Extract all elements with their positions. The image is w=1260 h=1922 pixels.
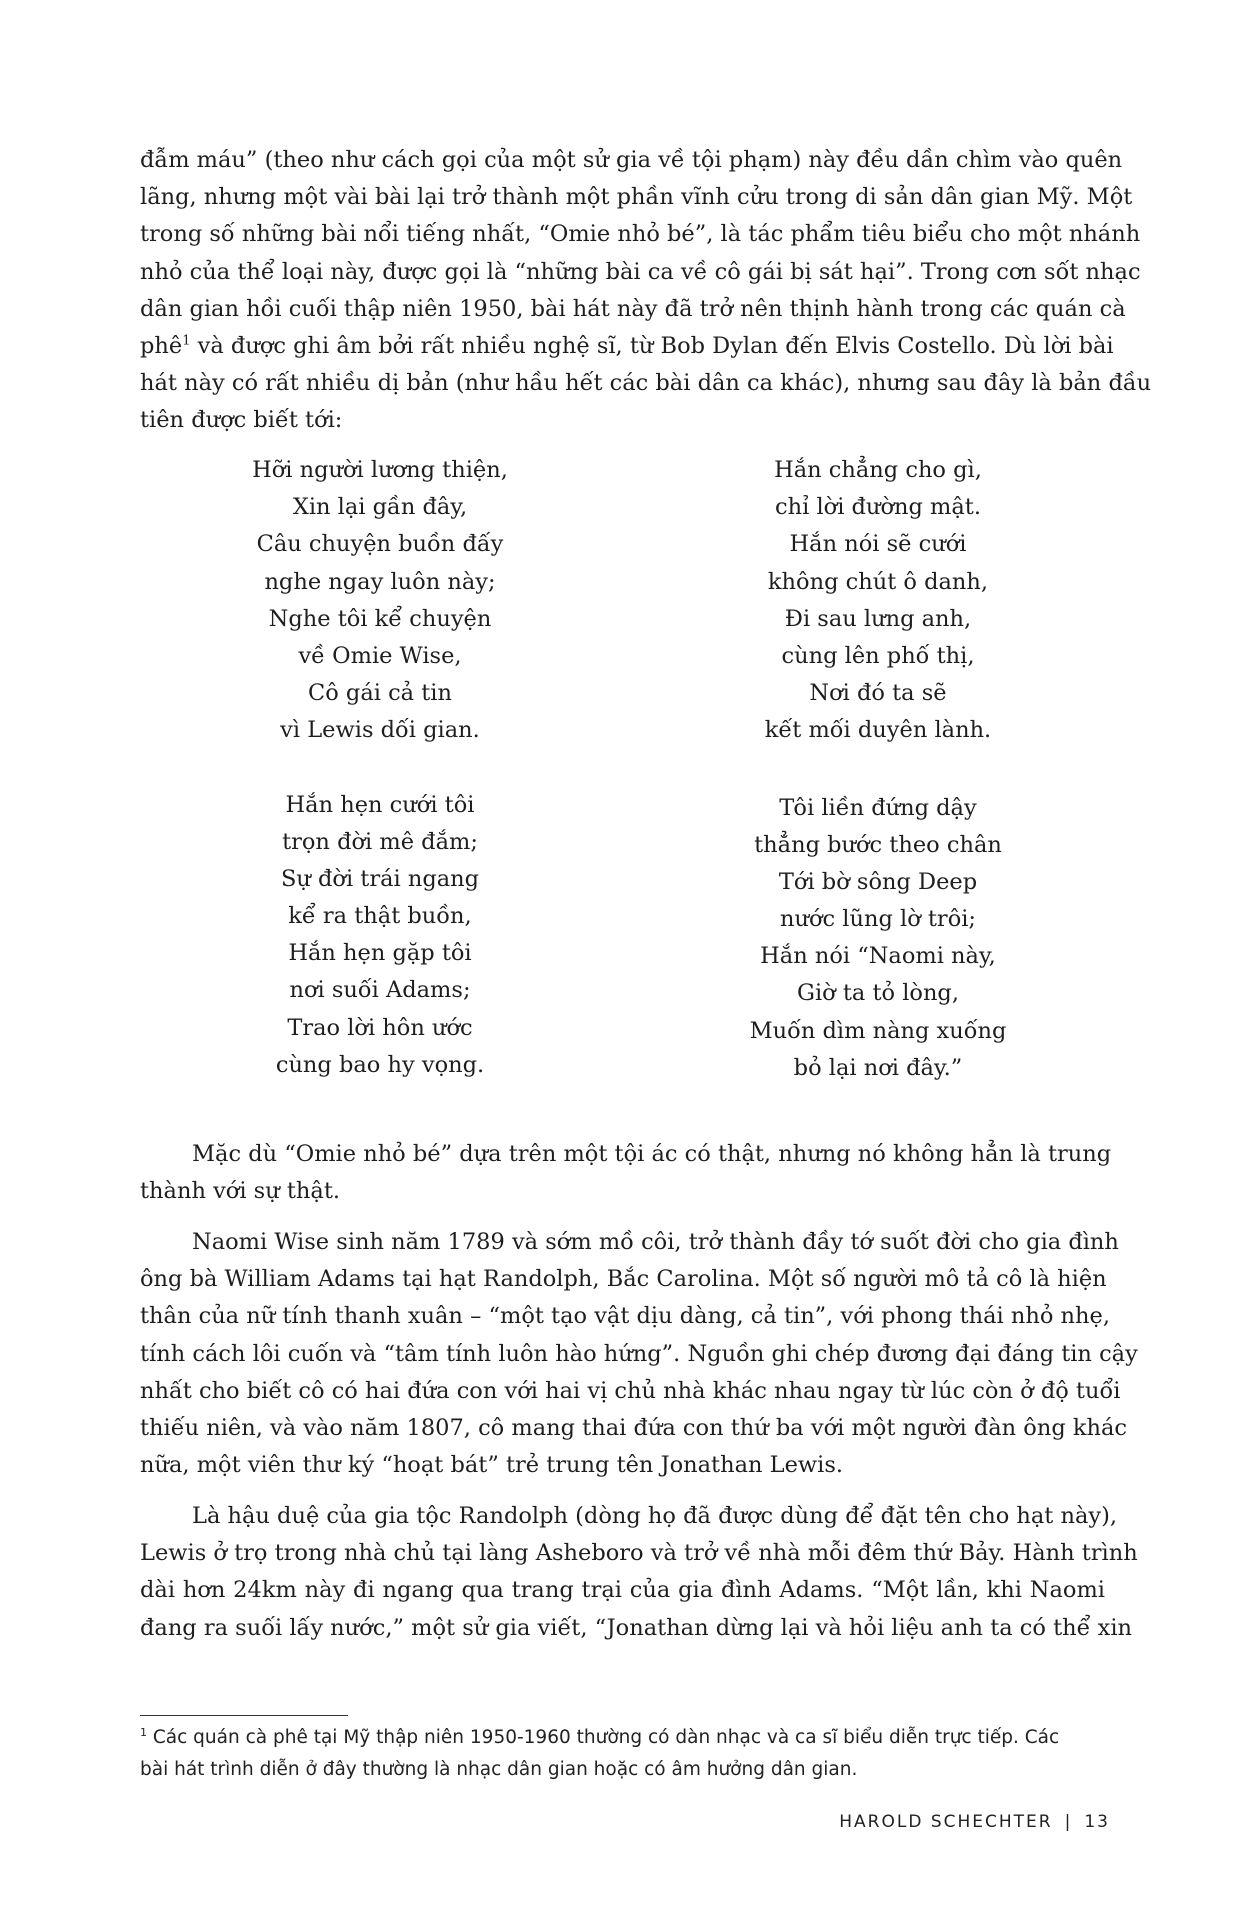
poem-line: Hắn chẳng cho gì, bbox=[774, 457, 982, 483]
poem-line: nghe ngay luôn này; bbox=[264, 568, 496, 595]
poem-line: Đi sau lưng anh, bbox=[784, 605, 972, 632]
poem-line: Trao lời hôn ước bbox=[287, 1014, 473, 1041]
author-name: HAROLD SCHECHTER bbox=[839, 1812, 1053, 1832]
text-line: thiếu niên, và vào năm 1807, cô mang thai đứa con thứ ba với một người đàn ông khác bbox=[140, 1414, 1128, 1441]
poem-line: Cô gái cả tin bbox=[308, 680, 452, 707]
poem-right-column bbox=[713, 452, 1043, 1087]
poem-line: Hỡi người lương thiện, bbox=[252, 457, 508, 483]
poem-line: cùng bao hy vọng. bbox=[275, 1051, 485, 1078]
poem-line: nước lũng lờ trôi; bbox=[779, 906, 977, 933]
footer-separator: | bbox=[1064, 1812, 1073, 1832]
poem-line: không chút ô danh, bbox=[767, 568, 989, 595]
poem-line: bỏ lại nơi đây.” bbox=[793, 1054, 963, 1081]
footnote-text: Các quán cà phê tại Mỹ thập niên 1950-1960 thường có dàn nhạc và ca sĩ biểu diễn trực tiếp. Các bbox=[147, 1727, 1060, 1748]
text-line: hát này có rất nhiều dị bản (như hầu hết các bài dân ca khác), nhưng sau đây là bản đầu bbox=[140, 370, 1152, 397]
poem-line: Hắn hẹn gặp tôi bbox=[288, 940, 472, 967]
poem-line: Sự đời trái ngang bbox=[280, 865, 480, 892]
poem-line: về Omie Wise, bbox=[298, 642, 462, 669]
poem-stanza bbox=[215, 452, 545, 750]
poem-line: nơi suối Adams; bbox=[289, 977, 471, 1004]
poem-line: trọn đời mê đắm; bbox=[282, 828, 478, 855]
poem-line: Xin lại gần đây, bbox=[292, 494, 468, 521]
poem-line: Giờ ta tỏ lòng, bbox=[796, 980, 959, 1007]
poem-line: Hắn nói sẽ cưới bbox=[789, 531, 967, 558]
text-line: dân gian hồi cuối thập niên 1950, bài hát này đã trở nên thịnh hành trong các quán cà bbox=[140, 295, 1126, 322]
text-fragment: phê bbox=[140, 332, 183, 359]
paragraph-2 bbox=[140, 1136, 1112, 1210]
poem-line: Nơi đó ta sẽ bbox=[809, 680, 947, 707]
text-line: Lewis ở trọ trong nhà chủ tại làng Asheboro và trở về nhà mỗi đêm thứ Bảy. Hành trình bbox=[140, 1540, 1138, 1567]
poem-line: Tôi liền đứng dậy bbox=[779, 794, 977, 821]
text-fragment: và được ghi âm bởi rất nhiều nghệ sĩ, từ Bob Dylan đến Elvis Costello. Dù lời bài bbox=[190, 332, 1114, 359]
paragraph-3 bbox=[140, 1224, 1138, 1484]
text-line: Mặc dù “Omie nhỏ bé” dựa trên một tội ác có thật, nhưng nó không hẳn là trung bbox=[192, 1141, 1112, 1167]
text-line: tính cách lôi cuốn và “tâm tính luôn hào hứng”. Nguồn ghi chép đương đại đáng tin cậy bbox=[140, 1340, 1138, 1367]
text-line-with-footnote bbox=[140, 328, 1114, 365]
text-line: tiên được biết tới: bbox=[140, 407, 343, 434]
poem-line: Tới bờ sông Deep bbox=[778, 868, 978, 895]
text-line: Là hậu duệ của gia tộc Randolph (dòng họ đã được dùng để đặt tên cho hạt này), bbox=[192, 1503, 1118, 1529]
poem-line: cùng lên phố thị, bbox=[781, 642, 975, 669]
footnote-divider bbox=[140, 1715, 348, 1716]
poem-left-column bbox=[215, 452, 545, 1084]
poem-line: Câu chuyện buồn đấy bbox=[256, 531, 504, 558]
footnote-line: bài hát trình diễn ở đây thường là nhạc dân gian hoặc có âm hưởng dân gian. bbox=[140, 1759, 858, 1780]
poem-line: chỉ lời đường mật. bbox=[775, 494, 981, 521]
poem-line: Nghe tôi kể chuyện bbox=[268, 605, 492, 632]
poem-stanza bbox=[713, 790, 1043, 1088]
footnote-marker: 1 bbox=[140, 1725, 147, 1739]
poem-stanza bbox=[713, 452, 1043, 750]
text-line: đẫm máu” (theo như cách gọi của một sử gia về tội phạm) này đều dần chìm vào quên bbox=[140, 147, 1123, 173]
text-line: nhỏ của thể loại này, được gọi là “những bài ca về cô gái bị sát hại”. Trong cơn sốt nhạc bbox=[140, 258, 1141, 285]
running-footer bbox=[839, 1812, 1110, 1832]
footnote bbox=[140, 1722, 1110, 1786]
text-line: trong số những bài nổi tiếng nhất, “Omie nhỏ bé”, là tác phẩm tiêu biểu cho một nhánh bbox=[140, 221, 1141, 248]
text-line: ông bà William Adams tại hạt Randolph, Bắc Carolina. Một số người mô tả cô là hiện bbox=[140, 1266, 1107, 1293]
paragraph-intro bbox=[140, 142, 1152, 440]
text-line: thành với sự thật. bbox=[140, 1178, 341, 1205]
footnote-line bbox=[140, 1722, 1110, 1754]
paragraph-4 bbox=[140, 1498, 1138, 1647]
poem-line: thẳng bước theo chân bbox=[754, 831, 1002, 858]
poem-line: Hắn nói “Naomi này, bbox=[760, 943, 996, 970]
text-line: đang ra suối lấy nước,” một sử gia viết, “Jonathan dừng lại và hỏi liệu anh ta có thể xin bbox=[140, 1614, 1132, 1641]
text-line: lãng, nhưng một vài bài lại trở thành một phần vĩnh cửu trong di sản dân gian Mỹ. Một bbox=[140, 184, 1133, 211]
poem-line: Muốn dìm nàng xuống bbox=[749, 1017, 1007, 1044]
poem-line: vì Lewis dối gian. bbox=[280, 717, 480, 744]
text-line: Naomi Wise sinh năm 1789 và sớm mồ côi, trở thành đầy tớ suốt đời cho gia đình bbox=[192, 1229, 1119, 1255]
text-line: nữa, một viên thư ký “hoạt bát” trẻ trung tên Jonathan Lewis. bbox=[140, 1452, 844, 1479]
text-line: dài hơn 24km này đi ngang qua trang trại của gia đình Adams. “Một lần, khi Naomi bbox=[140, 1577, 1105, 1604]
text-line: thân của nữ tính thanh xuân – “một tạo vật dịu dàng, cả tin”, với phong thái nhỏ nhẹ, bbox=[140, 1303, 1111, 1330]
text-line: nhất cho biết cô có hai đứa con với hai vị chủ nhà khác nhau ngay từ lúc còn ở độ tuổi bbox=[140, 1377, 1121, 1404]
poem-line: Hắn hẹn cưới tôi bbox=[285, 791, 475, 818]
poem-stanza bbox=[215, 787, 545, 1085]
poem-line: kể ra thật buồn, bbox=[288, 903, 472, 930]
page-number: 13 bbox=[1084, 1812, 1110, 1832]
footnote-reference: 1 bbox=[182, 333, 191, 349]
poem-line: kết mối duyên lành. bbox=[764, 717, 992, 744]
